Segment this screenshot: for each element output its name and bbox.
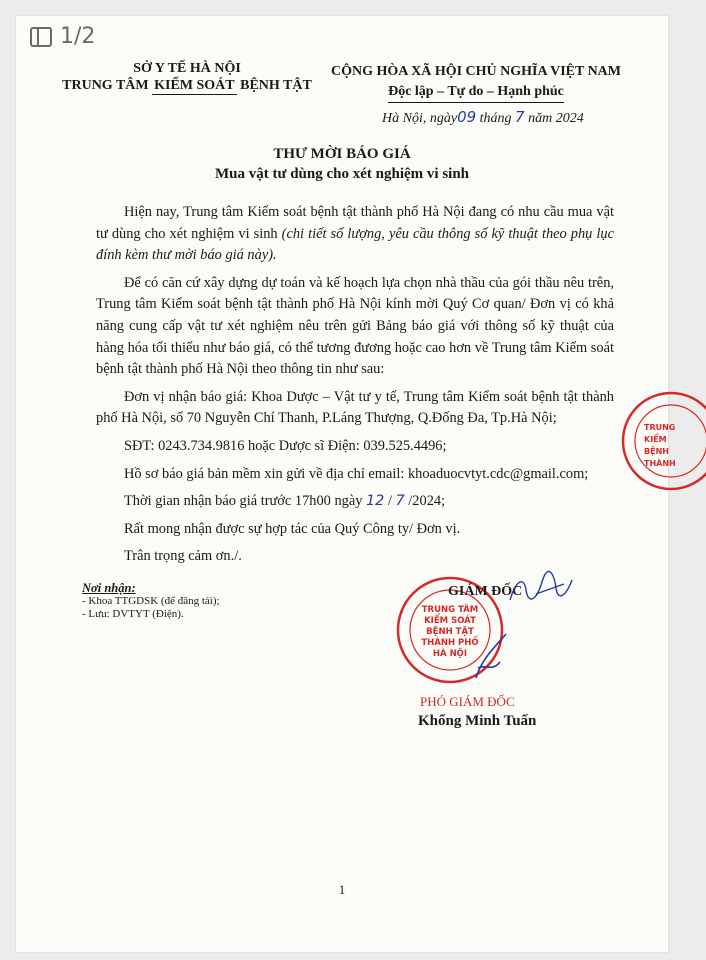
document-page xyxy=(16,16,676,952)
national-motto: Độc lập – Tự do – Hạnh phúc xyxy=(388,82,564,103)
paragraph-email: Hồ sơ báo giá bản mềm xin gửi về địa chỉ email: khoaduocvtyt.cdc@gmail.com; xyxy=(124,465,589,482)
deadline-month: 7 xyxy=(395,493,405,510)
deadline-year: /2024; xyxy=(404,493,446,510)
document-title xyxy=(16,144,668,184)
signer-name: Khổng Minh Tuấn xyxy=(418,713,537,729)
country-name: CỘNG HÒA XÃ HỘI CHỦ NGHĨA VIỆT NAM xyxy=(330,64,621,79)
paragraph-recipient-unit: Đơn vị nhận báo giá: Khoa Dược – Vật tư y tế, Trung tâm Kiểm soát bệnh tật thành phố Hà Nội, số 70 Nguyễn Chí Thanh, P.Láng Thượng, Q.Đống Đa, Tp.Hà Nội; xyxy=(96,388,614,427)
stamp-line: THÀNH PHỐ xyxy=(421,638,479,648)
title-main: THƯ MỜI BÁO GIÁ xyxy=(273,146,411,162)
intro-note: (chi tiết số lượng, yêu cầu thông số kỹ thuật theo phụ lục đính kèm thư mời báo giá này). xyxy=(96,225,614,264)
stamp-line: BỆNH TẬT xyxy=(426,627,474,637)
paragraph-phone: SĐT: 0243.734.9816 hoặc Dược sĩ Điện: 039.525.4496; xyxy=(124,437,447,454)
deputy-director-title: PHÓ GIÁM ĐỐC xyxy=(420,694,515,709)
stamp-line: HÀ NỘI xyxy=(432,649,468,659)
org-name xyxy=(52,77,322,95)
stamp-line: KIỂM SOÁT xyxy=(424,616,476,626)
national-heading xyxy=(316,62,636,103)
issuing-organization xyxy=(52,60,322,95)
letter-body xyxy=(96,202,614,568)
paragraph-invitation: Để có căn cứ xây dựng dự toán và kế hoạch lựa chọn nhà thầu của gói thầu nêu trên, Trung tâm Kiểm soát bệnh tật thành phố Hà Nội kính mời Quý Cơ quan/ Đơn vị có khả năng cung cấp vật tư xét nghiệm nêu trên gửi Bảng báo giá với thông số kỹ thuật của hàng hóa tối thiểu như báo giá, có thể tương đương hoặc cao hơn về Trung tâm Kiểm soát bệnh tật thành phố Hà Nội theo thông tin như sau: xyxy=(96,274,614,378)
deadline-day: 12 xyxy=(366,493,385,510)
date-prefix: Hà Nội, ngày xyxy=(382,111,458,126)
page-number: 1 xyxy=(338,882,346,897)
recipient-item: - Lưu: DVTYT (Điện). xyxy=(82,608,184,620)
org-name-underlined: KIỂM SOÁT xyxy=(154,78,235,93)
date-day: 09 xyxy=(457,108,477,126)
page-indicator[interactable] xyxy=(30,24,95,49)
paragraph-deadline xyxy=(96,491,614,513)
title-sub: Mua vật tư dùng cho xét nghiệm vi sinh xyxy=(214,166,470,182)
paragraph-intro xyxy=(96,202,614,267)
edge-stamp xyxy=(616,386,706,496)
svg-text:THÀNH: THÀNH xyxy=(644,459,676,468)
recipients-block xyxy=(82,582,302,621)
svg-text:TRUNG: TRUNG xyxy=(644,423,676,432)
org-name-part: BỆNH TẬT xyxy=(236,78,312,93)
deadline-sep: / xyxy=(384,493,396,510)
date-year: năm 2024 xyxy=(524,111,584,126)
stamp-line: TRUNG TÂM xyxy=(421,605,479,615)
recipients-label: Nơi nhận: xyxy=(82,581,136,595)
date-month-label: tháng xyxy=(476,111,516,126)
signer-title: GIÁM ĐỐC xyxy=(448,584,523,599)
date-month: 7 xyxy=(515,108,525,126)
paragraph-cooperation: Rất mong nhận được sự hợp tác của Quý Công ty/ Đơn vị. xyxy=(124,520,461,537)
intro-text: Hiện nay, Trung tâm Kiểm soát bệnh tật thành phố Hà Nội đang có nhu cầu mua vật tư dùng cho xét nghiệm vi sinh xyxy=(96,204,614,242)
handwritten-signature xyxy=(506,572,576,608)
deadline-text: Thời gian nhận báo giá trước 17h00 ngày xyxy=(124,493,367,510)
svg-text:KIỂM: KIỂM xyxy=(644,435,667,444)
org-name-part: TRUNG TÂM xyxy=(62,78,153,93)
date-line xyxy=(382,108,632,127)
signature-stroke xyxy=(456,628,516,688)
page-count-label: 1/2 xyxy=(60,24,96,49)
svg-text:BỆNH: BỆNH xyxy=(644,447,669,456)
parent-org: SỞ Y TẾ HÀ NỘI xyxy=(133,61,241,76)
paragraph-thanks: Trân trọng cảm ơn./. xyxy=(124,548,242,565)
recipient-item: - Khoa TTGDSK (để đăng tải); xyxy=(82,595,220,607)
sidebar-pages-icon[interactable] xyxy=(30,27,52,47)
